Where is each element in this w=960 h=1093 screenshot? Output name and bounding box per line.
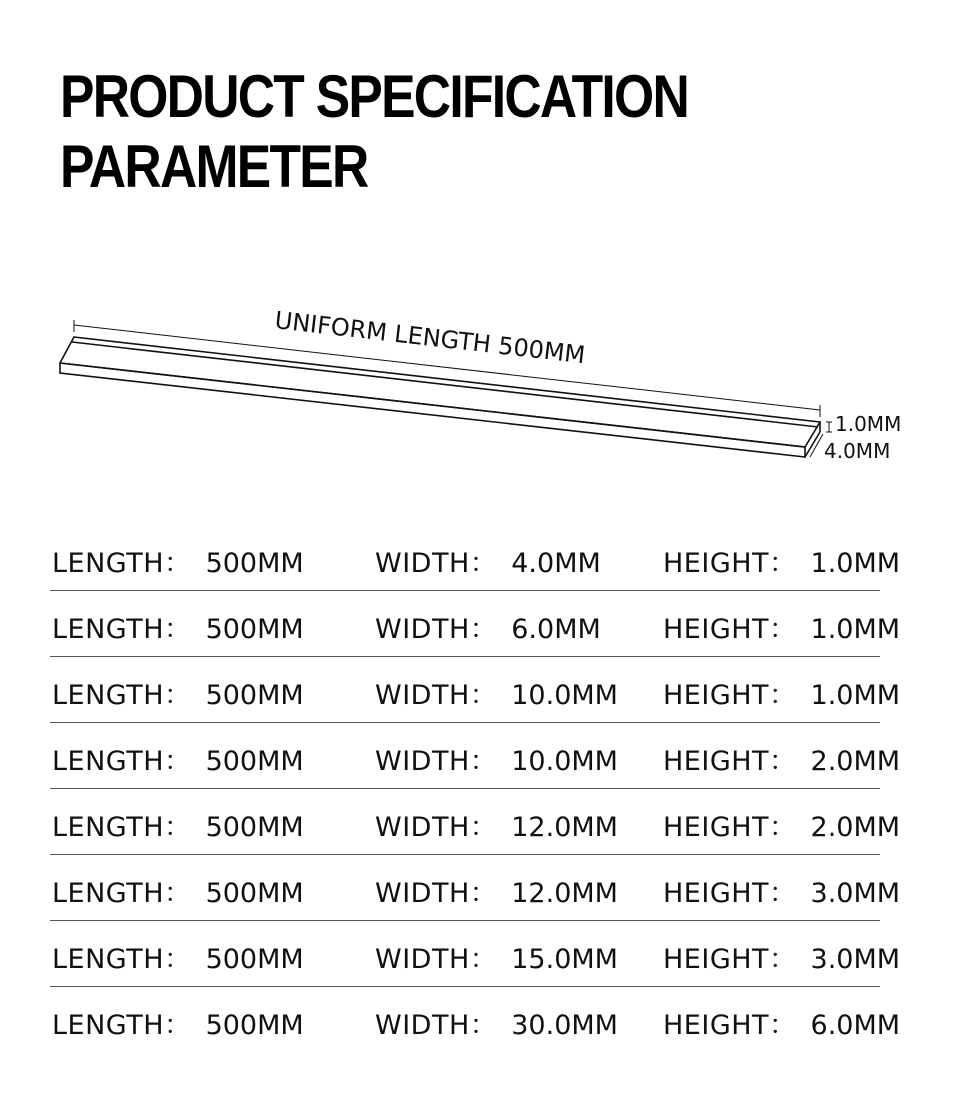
height-cell <box>663 805 900 844</box>
height-label: HEIGHT： <box>663 548 797 579</box>
height-label: HEIGHT： <box>663 944 797 975</box>
width-cell <box>375 805 618 844</box>
height-label: HEIGHT： <box>663 746 797 777</box>
height-label: HEIGHT： <box>663 878 797 909</box>
length-cell <box>52 607 304 646</box>
width-label: WIDTH： <box>375 944 498 975</box>
height-cell <box>663 937 900 976</box>
length-cell <box>52 871 304 910</box>
length-value: 500MM <box>205 812 304 843</box>
width-label: WIDTH： <box>375 746 498 777</box>
length-cell <box>52 937 304 976</box>
height-label: HEIGHT： <box>663 1010 797 1041</box>
length-label: LENGTH： <box>52 812 192 843</box>
width-value: 12.0MM <box>511 878 618 909</box>
length-cell <box>52 673 304 712</box>
length-label: UNIFORM LENGTH 500MM <box>273 306 587 370</box>
height-cell <box>663 1003 900 1042</box>
height-label: HEIGHT： <box>663 812 797 843</box>
height-value: 2.0MM <box>810 812 901 843</box>
height-value: 1.0MM <box>810 614 901 645</box>
width-label: WIDTH： <box>375 614 498 645</box>
length-value: 500MM <box>205 944 304 975</box>
length-label: LENGTH： <box>52 944 192 975</box>
length-value: 500MM <box>205 548 304 579</box>
height-value: 2.0MM <box>810 746 901 777</box>
height-label: 1.0MM <box>835 412 902 436</box>
length-label: LENGTH： <box>52 614 192 645</box>
length-label: LENGTH： <box>52 1010 192 1041</box>
length-cell <box>52 1003 304 1042</box>
height-cell <box>663 739 900 778</box>
width-label: WIDTH： <box>375 1010 498 1041</box>
width-cell <box>375 673 618 712</box>
width-value: 4.0MM <box>511 548 601 579</box>
spec-row <box>50 723 901 789</box>
length-value: 500MM <box>205 746 304 777</box>
length-cell <box>52 805 304 844</box>
width-cell <box>375 607 601 646</box>
spec-row <box>50 855 901 921</box>
width-value: 10.0MM <box>511 746 618 777</box>
spec-row <box>50 525 901 591</box>
width-value: 15.0MM <box>511 944 618 975</box>
spec-table <box>50 525 901 1052</box>
length-cell <box>52 739 304 778</box>
width-value: 10.0MM <box>511 680 618 711</box>
height-value: 3.0MM <box>810 944 901 975</box>
height-cell <box>663 607 900 646</box>
spec-row <box>50 921 901 987</box>
page-title <box>60 62 688 202</box>
height-cell <box>663 871 900 910</box>
height-value: 1.0MM <box>810 680 901 711</box>
length-value: 500MM <box>205 878 304 909</box>
title-line-1: PRODUCT SPECIFICATION <box>60 63 689 130</box>
width-label: WIDTH： <box>375 548 498 579</box>
height-label: HEIGHT： <box>663 614 797 645</box>
width-cell <box>375 739 618 778</box>
length-value: 500MM <box>205 680 304 711</box>
width-cell <box>375 541 601 580</box>
width-value: 12.0MM <box>511 812 618 843</box>
width-label: 4.0MM <box>824 439 891 463</box>
width-value: 6.0MM <box>511 614 601 645</box>
height-value: 3.0MM <box>810 878 901 909</box>
length-label: LENGTH： <box>52 548 192 579</box>
spec-row <box>50 789 901 855</box>
title-line-2: PARAMETER <box>60 133 368 200</box>
height-value: 6.0MM <box>810 1010 901 1041</box>
width-label: WIDTH： <box>375 812 498 843</box>
length-value: 500MM <box>205 1010 304 1041</box>
height-cell <box>663 541 900 580</box>
strip-diagram <box>0 300 960 490</box>
width-value: 30.0MM <box>511 1010 618 1041</box>
length-label: LENGTH： <box>52 680 192 711</box>
width-cell <box>375 937 618 976</box>
height-label: HEIGHT： <box>663 680 797 711</box>
width-label: WIDTH： <box>375 878 498 909</box>
height-value: 1.0MM <box>810 548 901 579</box>
height-cell <box>663 673 900 712</box>
length-label: LENGTH： <box>52 746 192 777</box>
spec-row <box>50 987 901 1052</box>
height-dimension <box>826 422 832 432</box>
width-cell <box>375 871 618 910</box>
length-label: LENGTH： <box>52 878 192 909</box>
width-cell <box>375 1003 618 1042</box>
spec-row <box>50 657 901 723</box>
width-label: WIDTH： <box>375 680 498 711</box>
length-cell <box>52 541 304 580</box>
length-value: 500MM <box>205 614 304 645</box>
spec-row <box>50 591 901 657</box>
